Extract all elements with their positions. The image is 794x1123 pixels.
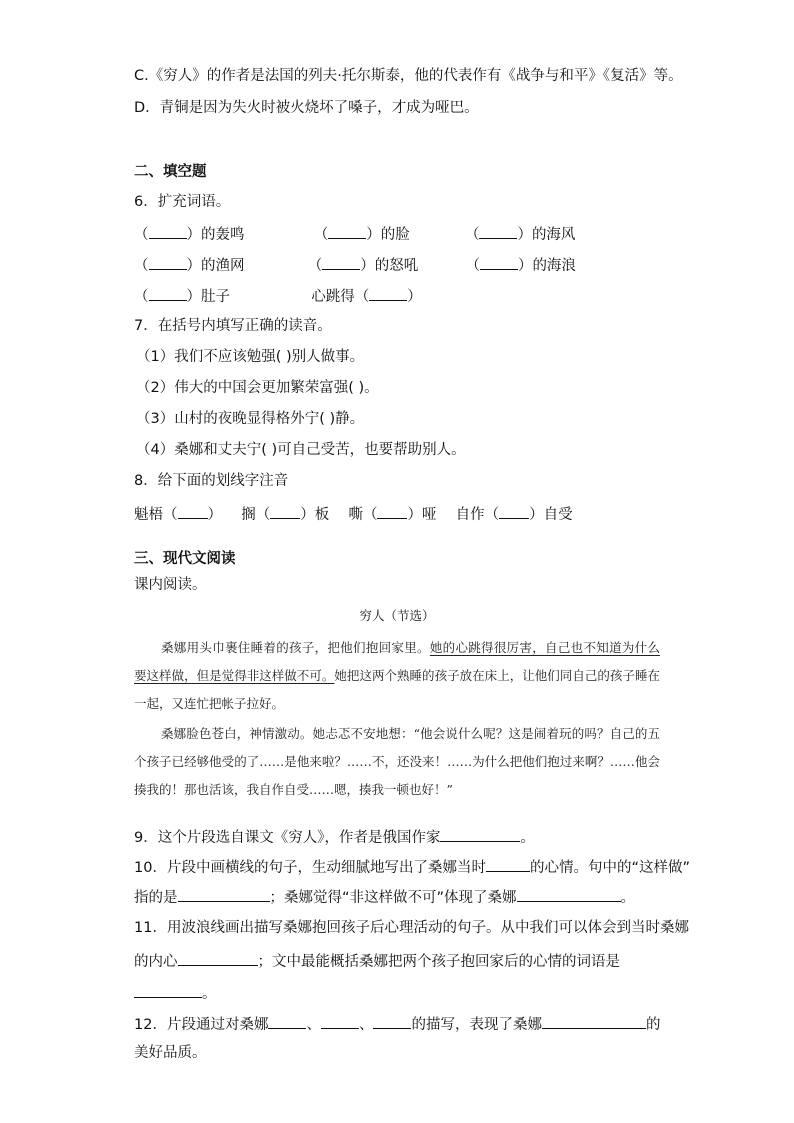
q6-row-3: （ ）肚子 心跳得（ ）	[134, 285, 422, 307]
q6-item: 的脸	[380, 227, 410, 243]
section-title-reading: 三、现代文阅读	[134, 551, 236, 567]
q12-line-2: 美好品质。	[134, 1045, 207, 1061]
q11-line-1: 11．用波浪线画出描写桑娜抱回孩子后心理活动的句子。从中我们可以体会到当时桑娜	[134, 920, 689, 936]
q6-label: 6．扩充词语。	[134, 194, 231, 210]
q7-item-1: （1）我们不应该勉强( )别人做事。	[136, 349, 365, 365]
passage-paragraph-2: 桑娜脸色苍白，神情激动。她忐忑不安地想：“他会说什么呢？这是闹着玩的吗？自己的五个孩子已经够他受的了……是他来啦？……不，还没来！……为什么把他们抱过来啊？……他会揍我的！那也活该，我自作自受……嗯，揍我一顿也好！”	[134, 726, 660, 797]
q6-item: 的怒吼	[374, 258, 419, 274]
q8-label: 8．给下面的划线字注音	[134, 473, 289, 489]
period: 。	[620, 890, 636, 906]
q12-text: 12．片段通过对桑娜	[134, 1017, 269, 1033]
q6-item: 肚子	[201, 289, 230, 305]
period: 。	[520, 830, 535, 846]
q6-item: 心跳得	[311, 289, 355, 305]
q8-word: 自作	[455, 507, 485, 523]
q7-item-4: （4）桑娜和丈夫宁( )可自己受苦，也要帮助别人。	[136, 442, 466, 458]
q11-line-3	[134, 982, 217, 1004]
q9-text: 9．这个片段选自课文《穷人》，作者是俄国作家	[134, 830, 441, 846]
option-d: D．青铜是因为失火时被火烧坏了嗓子，才成为哑巴。	[134, 100, 479, 116]
q10-text: 的心情。句中的“这样做”	[529, 860, 690, 876]
q6-item: 的轰鸣	[201, 227, 245, 243]
q8-word-suffix: 自受	[543, 507, 573, 523]
passage-paragraph-1	[134, 634, 660, 718]
section-title-fill-blank: 二、填空题	[134, 164, 207, 180]
q8-word: 嘶	[348, 507, 363, 523]
q7-item-2: （2）伟大的中国会更加繁荣富强( )。	[136, 380, 379, 396]
q10-text: ；桑娜觉得“非这样做不可”体现了桑娜	[269, 890, 517, 906]
q6-row-1: （ ）的轰鸣 （ ）的脸 （ ）的海风	[134, 223, 575, 245]
q8-words: 魁梧（ ） 搁（ ）板 嘶（ ）哑 自作（ ）自受	[134, 503, 573, 525]
option-c: C.《穷人》的作者是法国的列夫·托尔斯泰，他的代表作有《战争与和平》《复活》等。	[134, 68, 683, 84]
passage-body	[134, 634, 660, 804]
separator: 、	[306, 1017, 321, 1033]
q11-line-2	[134, 950, 620, 972]
q8-word-suffix: 板	[314, 507, 330, 523]
period: 。	[202, 986, 217, 1002]
q10-line-1	[134, 856, 690, 878]
q6-row-2: （ ）的渔网 （ ）的怒吼 （ ）的海浪	[134, 254, 576, 276]
q7-label: 7．在括号内填写正确的读音。	[134, 318, 332, 334]
passage-text: 她把这两个熟睡的孩子放在床上，让他们同自己的孩子睡在一起，又连忙把帐子拉好。	[134, 668, 660, 711]
passage-title: 穷人（节选）	[359, 608, 435, 623]
reading-intro: 课内阅读。	[134, 577, 207, 593]
q12-text: 的描写，表现了桑娜	[411, 1017, 542, 1033]
q6-item: 的渔网	[201, 258, 245, 274]
q6-item: 的海风	[531, 227, 576, 243]
q9	[134, 826, 535, 848]
q10-text: 指的是	[134, 890, 178, 906]
q12-line-1	[134, 1013, 660, 1035]
q11-text: 的内心	[134, 954, 178, 970]
q6-item: 的海浪	[532, 258, 576, 274]
q8-word: 魁梧	[134, 507, 163, 523]
passage-text: 桑娜用头巾裹住睡着的孩子，把他们抱回家里。	[161, 640, 430, 655]
q7-item-3: （3）山村的夜晚显得格外宁( )静。	[136, 411, 365, 427]
q11-text: ；文中最能概括桑娜把两个孩子抱回家后的心情的词语是	[257, 954, 620, 970]
q8-word: 搁	[241, 507, 256, 523]
q10-line-2	[134, 886, 635, 908]
q8-word-suffix: 哑	[421, 507, 437, 523]
underlined-sentence: 她的心跳得很厉害，自己也不知道为什么要这样做，但是觉得非这样做不可。	[134, 640, 660, 683]
separator: 、	[358, 1017, 374, 1033]
q12-text: 的	[645, 1017, 661, 1033]
q10-text: 10．片段中画横线的句子，生动细腻地写出了桑娜当时	[134, 860, 486, 876]
